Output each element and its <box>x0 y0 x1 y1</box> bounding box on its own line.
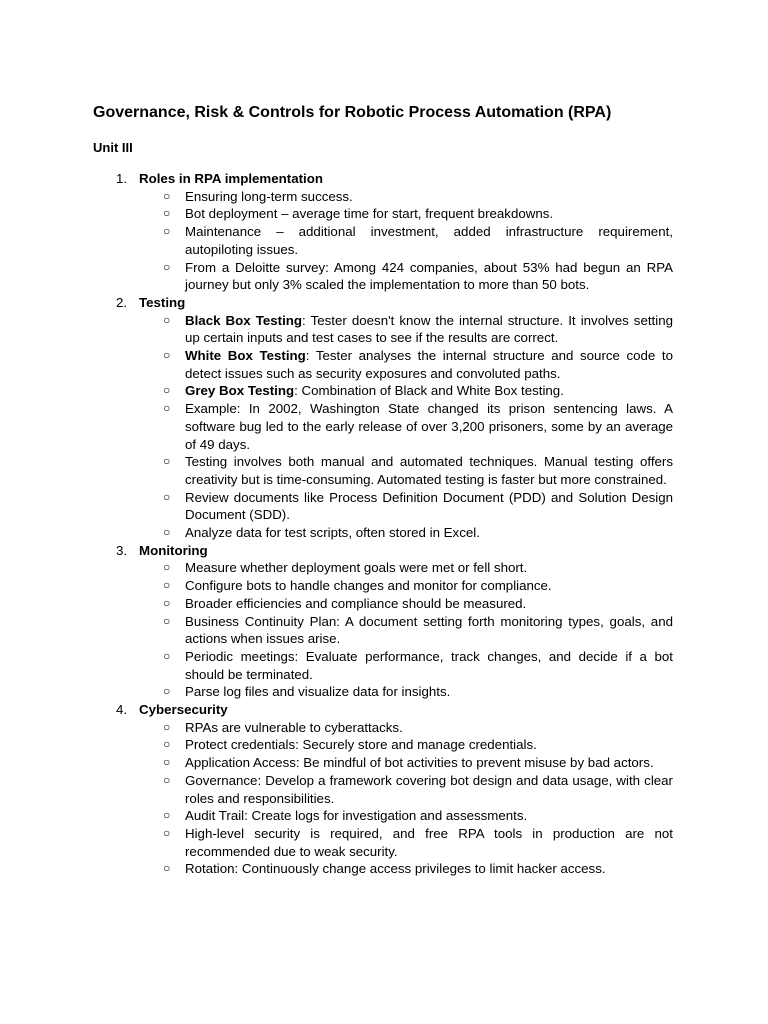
bullet-item <box>163 205 673 223</box>
bullet-item <box>163 754 673 772</box>
bullet-text: Ensuring long-term success. <box>185 188 353 204</box>
section-heading <box>0 294 768 312</box>
bullet-lead-term: Black Box Testing <box>185 312 303 328</box>
bullet-text: Analyze data for test scripts, often stored in Excel. <box>185 525 480 541</box>
bullet-text: Broader efficiencies and compliance should be measured. <box>185 595 527 611</box>
bullet-text: : Combination of Black and White Box testing. <box>294 383 564 399</box>
bullet-text: : Tester doesn't know the internal structure. It involves setting up certain inputs and test cases to see if the results are correct. <box>185 312 673 346</box>
bullet-item <box>163 825 673 860</box>
hollow-circle-bullet-icon: ○ <box>163 489 171 504</box>
unit-heading: Unit III <box>93 140 133 155</box>
bullet-item <box>163 259 673 294</box>
bullet-text: Testing involves both manual and automated techniques. Manual testing offers creativity but is time-consuming. Automated testing is faster but more constrained. <box>185 454 673 487</box>
bullet-item <box>163 223 673 258</box>
bullet-text: Audit Trail: Create logs for investigation and assessments. <box>185 808 528 824</box>
bullet-text: : Tester analyses the internal structure and source code to detect issues such as security exposures and convoluted paths. <box>185 348 674 381</box>
bullet-item <box>163 736 673 754</box>
section-item <box>0 170 768 294</box>
bullet-text: Bot deployment – average time for start, frequent breakdowns. <box>185 206 554 222</box>
bullet-list <box>0 312 768 542</box>
bullet-item <box>163 382 673 400</box>
bullet-text: Maintenance – additional investment, added infrastructure requirement, autopiloting issues. <box>185 224 673 257</box>
section-list <box>0 170 768 878</box>
hollow-circle-bullet-icon: ○ <box>163 578 171 593</box>
hollow-circle-bullet-icon: ○ <box>163 755 171 770</box>
bullet-text: Business Continuity Plan: A document setting forth monitoring types, goals, and actions when issues arise. <box>185 613 673 647</box>
bullet-item <box>163 772 673 807</box>
hollow-circle-bullet-icon: ○ <box>163 684 171 699</box>
bullet-item <box>163 807 673 825</box>
bullet-item <box>163 489 673 524</box>
section-heading <box>0 170 768 188</box>
hollow-circle-bullet-icon: ○ <box>163 719 171 734</box>
section-number: 3. <box>116 542 128 558</box>
section-title: Cybersecurity <box>139 702 228 718</box>
hollow-circle-bullet-icon: ○ <box>163 348 171 362</box>
bullet-item <box>163 595 673 613</box>
bullet-item <box>163 648 673 683</box>
section-title: Testing <box>139 294 186 310</box>
bullet-lead-term: Grey Box Testing <box>185 383 295 399</box>
hollow-circle-bullet-icon: ○ <box>163 401 171 416</box>
section-item <box>0 701 768 878</box>
hollow-circle-bullet-icon: ○ <box>163 188 171 203</box>
section-number: 4. <box>116 702 128 718</box>
document-title: Governance, Risk & Controls for Robotic Process Automation (RPA) <box>93 104 612 121</box>
bullet-item <box>163 347 674 382</box>
hollow-circle-bullet-icon: ○ <box>163 560 171 575</box>
hollow-circle-bullet-icon: ○ <box>163 808 171 823</box>
bullet-text: Rotation: Continuously change access privileges to limit hacker access. <box>185 861 606 877</box>
hollow-circle-bullet-icon: ○ <box>163 648 171 663</box>
bullet-list <box>0 188 768 294</box>
hollow-circle-bullet-icon: ○ <box>163 613 171 628</box>
bullet-list <box>0 719 768 878</box>
bullet-text: RPAs are vulnerable to cyberattacks. <box>185 719 403 735</box>
hollow-circle-bullet-icon: ○ <box>163 825 171 840</box>
hollow-circle-bullet-icon: ○ <box>163 383 171 398</box>
hollow-circle-bullet-icon: ○ <box>163 595 171 610</box>
hollow-circle-bullet-icon: ○ <box>163 224 171 239</box>
hollow-circle-bullet-icon: ○ <box>163 206 171 221</box>
hollow-circle-bullet-icon: ○ <box>163 259 171 274</box>
bullet-item <box>163 453 673 488</box>
bullet-text: Application Access: Be mindful of bot activities to prevent misuse by bad actors. <box>185 755 654 771</box>
section-title: Roles in RPA implementation <box>139 171 323 186</box>
bullet-text: Parse log files and visualize data for insights. <box>185 684 451 700</box>
bullet-item <box>163 559 673 577</box>
section-item <box>0 294 768 542</box>
bullet-item <box>163 577 673 595</box>
bullet-text: Governance: Develop a framework covering bot design and data usage, with clear roles and responsibilities. <box>185 772 673 806</box>
bullet-text: Configure bots to handle changes and monitor for compliance. <box>185 578 552 594</box>
bullet-text: Measure whether deployment goals were met or fell short. <box>185 560 528 576</box>
section-item <box>0 542 768 701</box>
section-heading <box>0 542 768 560</box>
hollow-circle-bullet-icon: ○ <box>163 772 171 787</box>
hollow-circle-bullet-icon: ○ <box>163 737 171 752</box>
hollow-circle-bullet-icon: ○ <box>163 454 171 469</box>
bullet-item <box>163 188 673 206</box>
bullet-list <box>0 559 768 701</box>
bullet-text: Review documents like Process Definition Document (PDD) and Solution Design Document (SDD). <box>185 489 673 523</box>
bullet-text: High-level security is required, and free RPA tools in production are not recommended due to weak security. <box>185 825 673 859</box>
hollow-circle-bullet-icon: ○ <box>163 861 171 876</box>
bullet-text: Example: In 2002, Washington State changed its prison sentencing laws. A software bug led to the early release of over 3,200 prisoners, some by an average of 49 days. <box>185 401 673 452</box>
bullet-lead-term: White Box Testing <box>185 348 306 363</box>
section-title: Monitoring <box>139 542 208 558</box>
bullet-text: Protect credentials: Securely store and manage credentials. <box>185 737 537 753</box>
section-heading <box>0 701 768 719</box>
bullet-text: From a Deloitte survey: Among 424 companies, about 53% had begun an RPA journey but only 3% scaled the implementation to more than 50 bots. <box>185 259 673 293</box>
bullet-item <box>163 613 673 648</box>
section-number: 1. <box>116 171 128 186</box>
bullet-item <box>163 719 673 737</box>
section-number: 2. <box>116 294 128 310</box>
bullet-text: Periodic meetings: Evaluate performance, track changes, and decide if a bot should be terminated. <box>185 648 673 682</box>
bullet-item <box>163 524 673 542</box>
bullet-item <box>163 312 673 347</box>
bullet-item <box>163 683 673 701</box>
bullet-item <box>163 400 673 453</box>
hollow-circle-bullet-icon: ○ <box>163 525 171 540</box>
bullet-item <box>163 860 673 878</box>
hollow-circle-bullet-icon: ○ <box>163 312 171 327</box>
